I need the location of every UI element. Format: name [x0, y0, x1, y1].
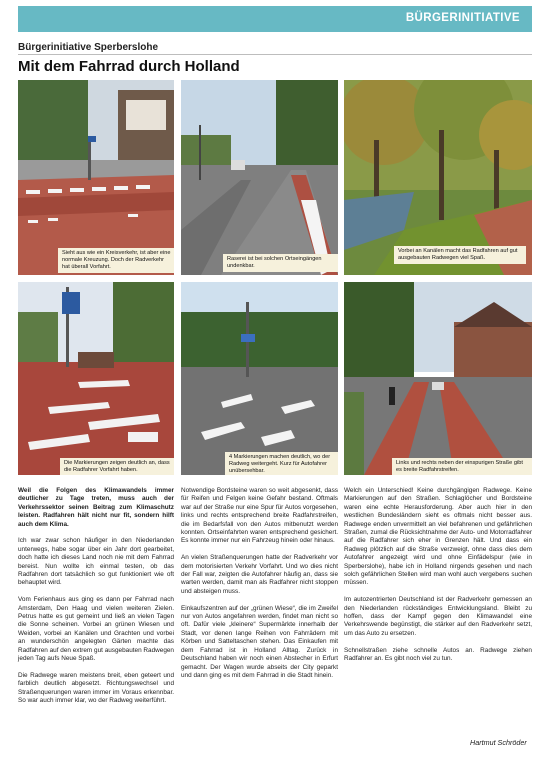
author-signature: Hartmut Schröder: [470, 738, 527, 747]
article-column-1: [18, 487, 174, 714]
article-paragraph: Welch ein Unterschied! Keine durchgängigen Radwege. Keine Markierungen auf den Straßen. Schlaglöcher und Bordsteine waren eine echte Herausforderung. Aber auch hier in den westlichen Bundesländern sieht es oftmals nicht besser aus. Radwege enden unvermittelt an viel befahrenen und gefährlichen Straßen, zumal die Rücksichtnahme der Auto- und Motorradfahrer auf die Radfahrer sich eher in Grenzen hält. Und dass ein Radweg plötzlich auf die Straße verzweigt, ohne dass dies dem Autofahrer angezeigt wird und ohne Einfädelspur (wie in Sperberslohe), habe ich in Holland nirgends gesehen und nach solch gefährlichen Stellen wird man wohl auch vergebens suchen müssen.: [344, 487, 532, 587]
header-rule: [18, 54, 532, 55]
article-column-3: [344, 487, 532, 672]
photo-town-entry: [181, 80, 338, 275]
kicker: Bürgerinitiative Sperberslohe: [18, 42, 159, 53]
article-paragraph: Schnellstraßen ziehe schnelle Autos an. Radwege ziehen Radfahrer an. Es gibt noch viel zu tun.: [344, 646, 532, 663]
headline: Mit dem Fahrrad durch Holland: [18, 58, 240, 75]
photo-markings: [18, 282, 174, 475]
caption-markings: Die Markierungen zeigen deutlich an, dass die Radfahrer Vorfahrt haben.: [60, 458, 174, 475]
article-paragraph: Vom Ferienhaus aus ging es dann per Fahrrad nach Amsterdam, Den Haag und vielen weiteren Zielen. Petrus hatte es gut gemeint und ließ an vielen Tagen die Sonne scheinen. Vorbei an grünen Wiesen und Weiden, vorbei an Kanälen und Grachten und vorbei an wunderschön angelegten Gärten machte das Radfahren auf den extrem gut ausgebauten Radwegen jeden Tag aufs Neue Spaß.: [18, 596, 174, 663]
caption-arrows: 4 Markierungen machen deutlich, wo der Radweg weitergeht. Kurz für Autofahrer unübersehbar.: [225, 452, 338, 475]
article-column-2: [181, 487, 338, 689]
article-lead: Weil die Folgen des Klimawandels immer deutlicher zu Tage treten, muss auch der Verkehrssektor seinen Beitrag zum Klimaschutz leisten. Radfahren hält nicht nur fit, sondern hilft auch dem Klima.: [18, 487, 174, 528]
photo-arrows: [181, 282, 338, 475]
article-paragraph: Einkaufszentren auf der „grünen Wiese“, die im Zweifel nur von Autos angefahren werden, findet man nicht so oft. Dafür viele „kleinere“ Supermärkte innerhalb der Stadt, vor denen lange Reihen von Fahrrädern mit Körben und Satteltaschen stehen. Das Einkaufen mit dem Fahrrad ist in Holland Alltag. Zurück in Deutschland haben wir noch einen Abstecher in Erfurt gemacht. Der Wagen wurde abseits der City geparkt und dann ging es mit dem Fahrrad in die Stadt hinein.: [181, 604, 338, 679]
photo-crossing: [18, 80, 174, 275]
article-paragraph: An vielen Straßenquerungen hatte der Radverkehr vor dem motorisierten Verkehr Vorfahrt. Und wo dies nicht der Fall war, zeigten die Autofahrer häufig an, dass sie warten werden, damit man als Radfahrer nicht stoppen und absteigen muss.: [181, 554, 338, 595]
photo-oneway: [344, 282, 532, 475]
section-banner: [18, 6, 532, 32]
caption-crossing: Sieht aus wie ein Kreisverkehr, ist aber eine normale Kreuzung. Doch der Radverkehr hat überall Vorfahrt.: [58, 248, 174, 273]
photo-canal: [344, 80, 532, 275]
section-label: BÜRGERINITIATIVE: [405, 12, 520, 24]
article-paragraph: Im autozentrierten Deutschland ist der Radverkehr gemessen an den Niederlanden rückständiges Entwicklungsland. Bleibt zu hoffen, dass der Kampf gegen den Klimawandel eine Verkehrswende begünstigt, die stärker auf den Radverkehr setzt, um das Auto zu ersetzen.: [344, 596, 532, 637]
article-paragraph: Ich war zwar schon häufiger in den Niederlanden unterwegs, habe sogar über ein Jahr dort gearbeitet, doch hatte ich dieses Land noch nie mit dem Fahrrad bereist. Nun wollte ich einmal testen, ob das Radfahren dort tatsächlich so gut funktioniert wie oft behauptet wird.: [18, 537, 174, 587]
caption-town-entry: Raserei ist bei solchen Ortseingängen undenkbar.: [223, 254, 338, 272]
caption-canal: Vorbei an Kanälen macht das Radfahren auf gut ausgebauten Radwegen viel Spaß.: [394, 246, 526, 264]
article-paragraph: Notwendige Bordsteine waren so weit abgesenkt, dass für Reifen und Felgen keine Gefahr bestand. Oftmals war auf der Straße nur eine Spur für Autos vorgesehen, links und rechts entsprechend breite Radfahrstreifen, die im Bedarfsfall von den Autos mitbenutzt werden konnten. Ortseinfahrten waren entsprechend gesichert. Es konnte immer nur ein Fahrzeug hinein oder hinaus.: [181, 487, 339, 545]
article-paragraph: Die Radwege waren meistens breit, eben geteert und farblich deutlich abgesetzt. Richtungswechsel und Straßenquerungen waren immer im Voraus erkennbar. So war auch immer klar, wo der Radweg weiterführt.: [18, 671, 174, 705]
caption-oneway: Links und rechts neben der einspurigen Straße gibt es breite Radfahrstreifen.: [392, 458, 532, 475]
